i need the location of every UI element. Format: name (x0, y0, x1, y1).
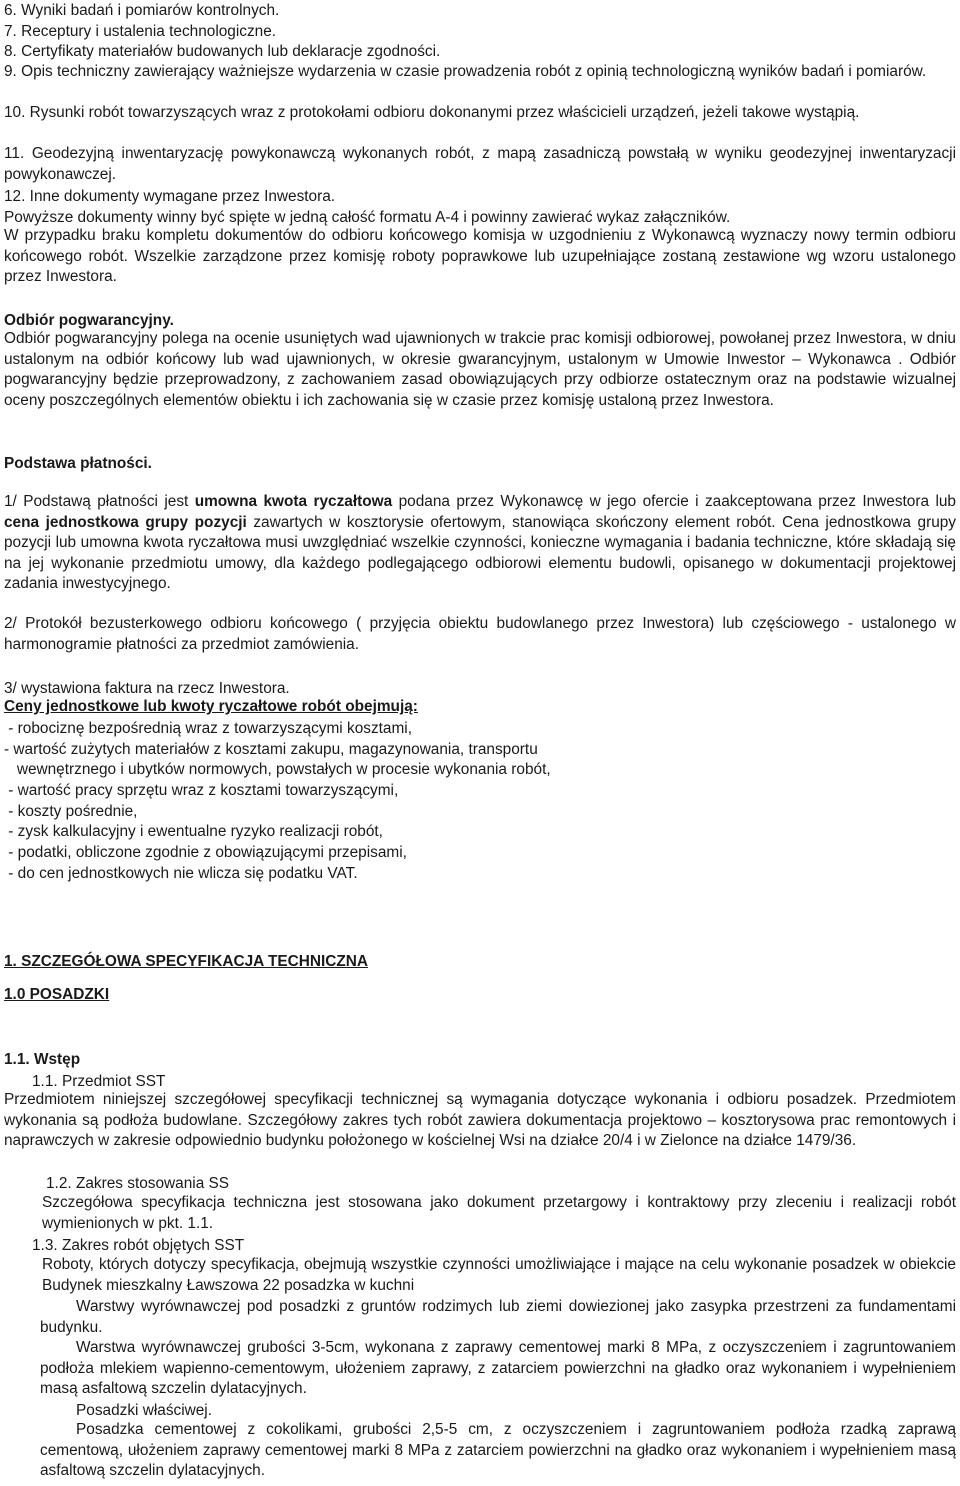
spec-heading: 1. SZCZEGÓŁOWA SPECYFIKACJA TECHNICZNA (4, 953, 368, 970)
subsection-text: Roboty, których dotyczy specyfikacja, obejmują wszystkie czynności umożliwiające i mające na celu wykonanie posadzek w obiekcie Budynek mieszkalny Ławszowa 22 posadzka w kuchni (42, 1256, 956, 1294)
paragraph-documents: Powyższe dokumenty winny być spięte w jedną całość formatu A-4 i powinny zawierać wykaz załączników. (4, 209, 731, 226)
payment-basis-paragraph (4, 492, 956, 595)
prices-heading: Ceny jednostkowe lub kwoty ryczałtowe robót obejmują: (4, 698, 418, 715)
list-item: 10. Rysunki robót towarzyszących wraz z protokołami odbioru dokonanymi przez właścicieli urządzeń, jeżeli takowe wystąpią. (4, 104, 860, 121)
layer-text: Warstwa wyrównawczej grubości 3-5cm, wykonana z zaprawy cementowej marki 8 MPa, z oczyszczeniem i zagruntowaniem podłoża mlekiem wapienno-cementowym, ułożeniem zaprawy, z zatarciem powierzchni na gładko oraz wykonaniem i wypełnieniem masą asfaltową szczelin dylatacyjnych. (40, 1339, 956, 1398)
price-item: - podatki, obliczone zgodnie z obowiązującymi przepisami, (4, 844, 407, 861)
list-item: 6. Wyniki badań i pomiarów kontrolnych. (4, 2, 280, 19)
section-heading-intro: 1.1. Wstęp (4, 1051, 81, 1068)
subsection-text: Przedmiotem niniejszej szczegółowej specyfikacji technicznej są wymagania dotyczące wykonania i odbioru posadzek. Przedmiotem wykonania są podłoża budowlane. Szczegółowy zakres tych robót zawiera dokumentacja projektowo – kosztorysowa prac remontowych i naprawczych w zakresie odpowiednio budynku położonego w kościelnej Wsi na działce 20/4 i w Zielonce na działce 1479/36. (4, 1091, 956, 1150)
subsection-heading: 1.2. Zakres stosowania SS (46, 1175, 230, 1192)
subsection-heading: 1.1. Przedmiot SST (32, 1073, 166, 1090)
price-item: - zysk kalkulacyjny i ewentualne ryzyko realizacji robót, (4, 823, 383, 840)
subsection-text: Szczegółowa specyfikacja techniczna jest stosowana jako dokument przetargowy i kontraktowy przy zleceniu i realizacji robót wymienionych w pkt. 1.1. (42, 1194, 956, 1232)
warranty-heading: Odbiór pogwarancyjny. (4, 312, 174, 329)
price-item: - koszty pośrednie, (4, 803, 138, 820)
layer-text: Warstwy wyrównawczej pod posadzki z gruntów rodzimych lub ziemi dowiezionej jako zasypka przestrzeni za fundamentami budynku. (40, 1298, 956, 1336)
list-item: 9. Opis techniczny zawierający ważniejsze wydarzenia w czasie prowadzenia robót z opinią technologiczną wyników badań i pomiarów. (4, 63, 927, 80)
subsection-heading: 1.3. Zakres robót objętych SST (32, 1237, 245, 1254)
payment-basis-text: podana przez Wykonawcę w jego ofercie i zaakceptowana przez Inwestora lub (392, 493, 956, 510)
floor-text: Posadzka cementowej z cokolikami, grubości 2,5-5 cm, z oczyszczeniem i zagruntowaniem podłoża rzadką zaprawą cementową, ułożeniem zaprawy cementowej marki 8 MPa z zatarciem powierzchni na gładko oraz wykonaniem i wypełnieniem masą asfaltową szczelin dylatacyjnych. (40, 1421, 956, 1480)
list-item: 8. Certyfikaty materiałów budowanych lub deklaracje zgodności. (4, 43, 441, 60)
payment-basis-text: zawartych w kosztorysie ofertowym, stanowiąca skończony element robót. Cena jednostkowa grupy pozycji lub umowna kwota ryczałtowa musi uwzględniać wszelkie czynności, konieczne wymagania i badania techniczne, które składają się na jej wykonanie przedmiotu umowy, dla każdego podlegającego odbiorowi elementu budowli, opisanego w dokumentacji projektowej zadania inwestycyjnego. (4, 513, 957, 593)
lump-sum-emphasis: umowna kwota ryczałtowa (194, 493, 393, 510)
floor-label: Posadzki właściwej. (76, 1402, 212, 1419)
payment-heading: Podstawa płatności. (4, 455, 152, 472)
protocol-paragraph: 2/ Protokół bezusterkowego odbioru końcowego ( przyjęcia obiektu budowlanego przez Inwestora) lub częściowego - ustalonego w harmonogramie płatności za przedmiot zamówienia. (4, 615, 956, 653)
price-item: - wartość pracy sprzętu wraz z kosztami towarzyszącymi, (4, 782, 399, 799)
price-item: - wartość zużytych materiałów z kosztami zakupu, magazynowania, transportu (4, 741, 538, 758)
list-item: 11. Geodezyjną inwentaryzację powykonawczą wykonanych robót, z mapą zasadniczą powstałą w wyniku geodezyjnej inwentaryzacji powykonawczej. (4, 145, 956, 183)
price-item: - robociznę bezpośrednią wraz z towarzyszącymi kosztami, (4, 720, 412, 737)
list-item: 7. Receptury i ustalenia technologiczne. (4, 23, 277, 40)
unit-price-emphasis: cena jednostkowa grupy pozycji (4, 513, 247, 531)
price-item: wewnętrznego i ubytków normowych, powstałych w procesie wykonania robót, (4, 761, 551, 778)
section-heading-posadzki: 1.0 POSADZKI (4, 986, 110, 1003)
list-item: 12. Inne dokumenty wymagane przez Inwestora. (4, 188, 336, 205)
invoice-paragraph: 3/ wystawiona faktura na rzecz Inwestora. (4, 680, 290, 697)
payment-basis-text: 1/ Podstawą płatności jest (4, 493, 195, 510)
warranty-text: Odbiór pogwarancyjny polega na ocenie usuniętych wad ujawnionych w trakcie prac komisji odbiorowej, powołanej przez Inwestora, w dniu ustalonym na odbiór końcowy lub wad ujawnionych, w okresie gwarancyjnym, ustalonym w Umowie Inwestor – Wykonawca . Odbiór pogwarancyjny będzie przeprowadzony, z zachowaniem zasad obowiązujących przy odbiorze ostatecznym oraz na podstawie wizualnej oceny poszczególnych elementów obiektu i ich zachowania się w czasie przez komisję ustaloną przez Inwestora. (4, 330, 956, 409)
paragraph-missing-documents: W przypadku braku kompletu dokumentów do odbioru końcowego komisja w uzgodnieniu z Wykonawcą wyznaczy nowy termin odbioru końcowego robót. Wszelkie zarządzone przez komisję roboty poprawkowe lub uzupełniające zostaną zestawione wg wzoru ustalonego przez Inwestora. (4, 227, 956, 286)
price-item: - do cen jednostkowych nie wlicza się podatku VAT. (4, 865, 358, 882)
